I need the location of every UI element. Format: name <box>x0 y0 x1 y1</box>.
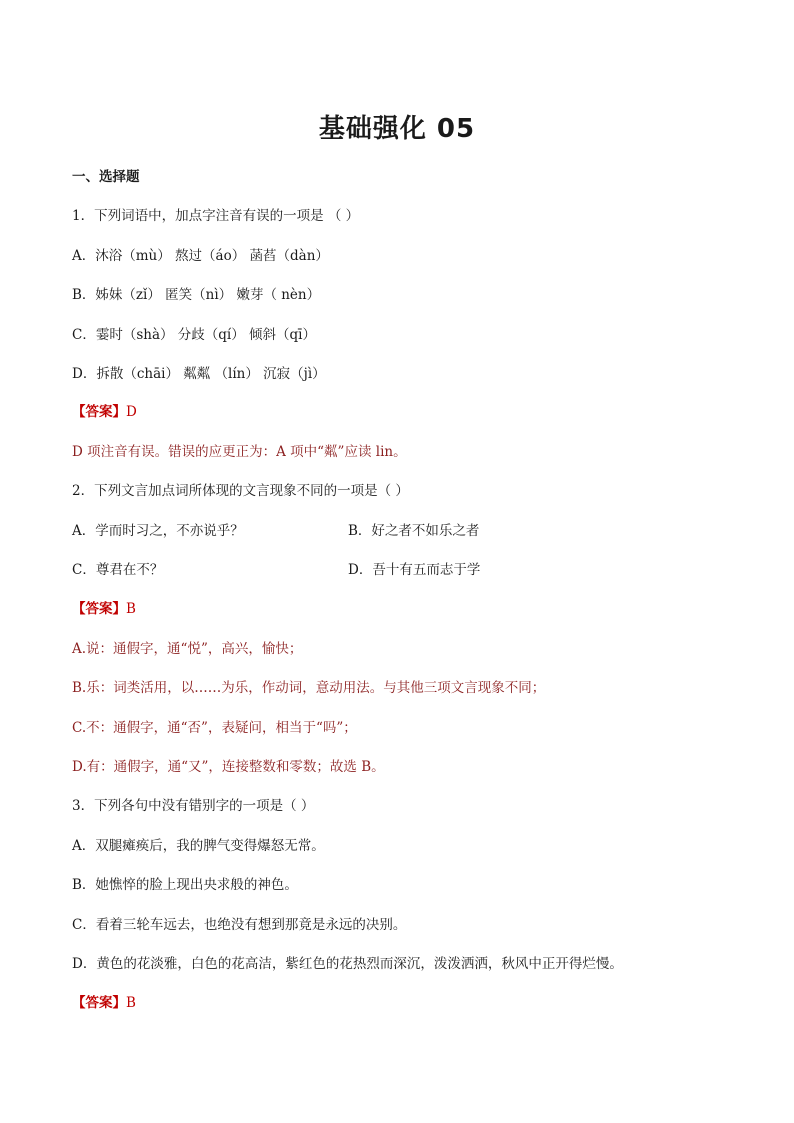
question-3-stem: 3．下列各句中没有错别字的一项是（ ） <box>72 798 315 814</box>
question-1-option-b: B．姊妹（zǐ） 匿笑（nì） 嫩芽（ nèn） <box>72 287 321 303</box>
question-1-option-c: C．霎时（shà） 分歧（qí） 倾斜（qī） <box>72 327 317 343</box>
question-2-option-a: A．学而时习之，不亦说乎？ <box>72 523 244 539</box>
question-1-option-a: A．沐浴（mù） 熬过（áo） 菡萏（dàn） <box>72 248 329 264</box>
question-2-explanation-d: D.有：通假字，通“又”，连接整数和零数；故选 B。 <box>72 759 385 775</box>
question-3-answer <box>72 993 136 1013</box>
answer-label: 【答案】 <box>72 995 126 1011</box>
question-3-option-c: C．看着三轮车远去，也绝没有想到那竟是永远的决别。 <box>72 917 407 933</box>
question-2-answer <box>72 599 136 619</box>
question-2-explanation-a: A.说：通假字，通“悦”，高兴，愉快； <box>72 641 303 657</box>
answer-label: 【答案】 <box>72 404 126 420</box>
question-1-explanation: D 项注音有误。错误的应更正为：A 项中“粼”应读 lin。 <box>72 444 407 460</box>
question-2-explanation-c: C.不：通假字，通“否”，表疑问，相当于“吗”； <box>72 720 357 736</box>
question-2-option-c: C．尊君在不？ <box>72 562 164 578</box>
question-1-option-d: D．拆散（chāi） 粼粼 （lín） 沉寂（jì） <box>72 366 326 382</box>
answer-value: B <box>126 995 136 1011</box>
question-1-answer <box>72 402 137 422</box>
question-2-option-b: B．好之者不如乐之者 <box>348 523 480 539</box>
question-3-option-d: D．黄色的花淡雅，白色的花高洁，紫红色的花热烈而深沉，泼泼洒洒，秋风中正开得烂慢。 <box>72 956 623 972</box>
question-2-option-d: D．吾十有五而志于学 <box>348 562 481 578</box>
question-2-stem: 2．下列文言加点词所体现的文言现象不同的一项是（ ） <box>72 483 409 499</box>
question-3-option-a: A．双腿瘫痪后，我的脾气变得爆怒无常。 <box>72 838 325 854</box>
question-2-explanation-b: B.乐：词类活用，以……为乐，作动词，意动用法。与其他三项文言现象不同； <box>72 680 546 696</box>
section-heading: 一、选择题 <box>72 169 140 185</box>
question-3-option-b: B．她憔悴的脸上现出央求般的神色。 <box>72 877 298 893</box>
answer-value: B <box>126 601 136 617</box>
answer-label: 【答案】 <box>72 601 126 617</box>
page-title: 基础强化 05 <box>318 114 476 144</box>
question-1-stem: 1．下列词语中，加点字注音有误的一项是 （ ） <box>72 208 360 224</box>
answer-value: D <box>126 404 137 420</box>
